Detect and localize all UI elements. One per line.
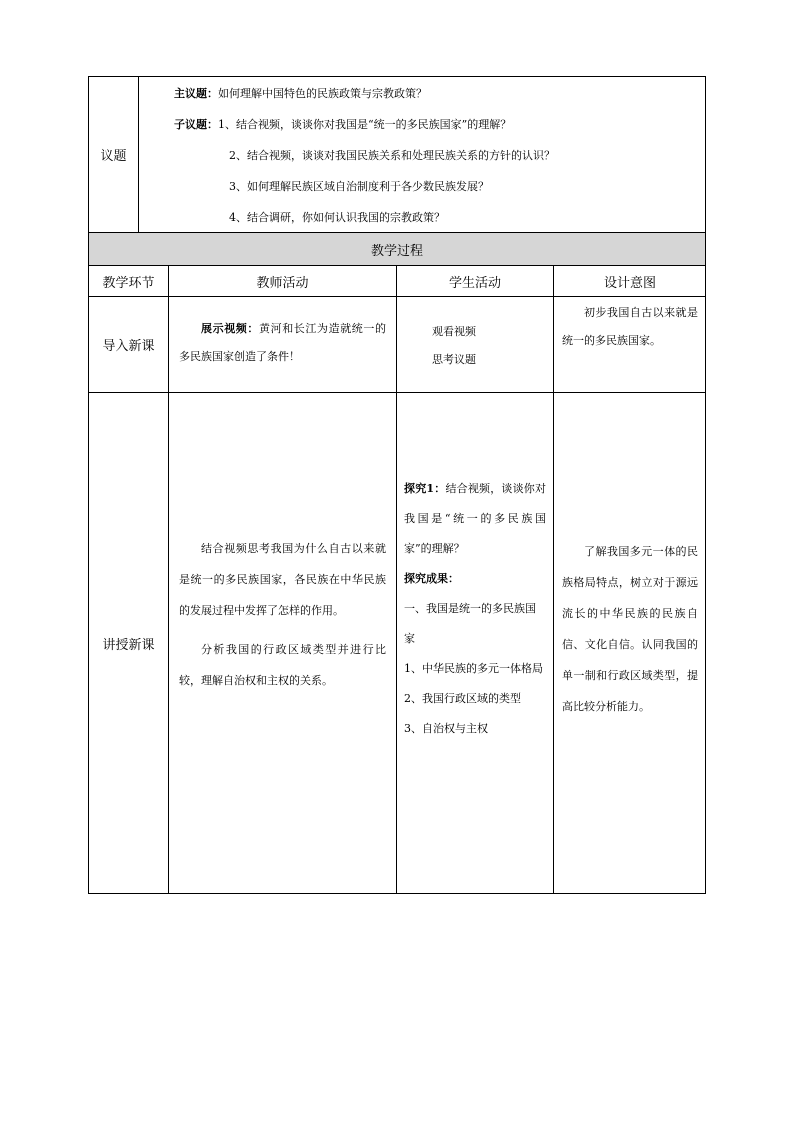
topic-table xyxy=(88,76,706,232)
student-activity-intro xyxy=(432,318,476,374)
explore-result-item: 1、中华民族的多元一体格局 xyxy=(404,662,543,675)
stage-label-new-lesson: 讲授新课 xyxy=(102,638,155,653)
explore-question xyxy=(404,474,546,564)
column-header-student: 学生活动 xyxy=(448,275,501,291)
teacher-paragraph: 分析我国的行政区域类型并进行比较，理解自治权和主权的关系。 xyxy=(179,643,386,687)
sub-topic-item: 2、结合视频，谈谈对我国民族关系和处理民族关系的方针的认识？ xyxy=(229,149,555,162)
design-intent-intro: 初步我国自古以来就是统一的多民族国家。 xyxy=(562,306,698,347)
student-activity-line: 思考议题 xyxy=(432,353,476,366)
student-activity-line: 观看视频 xyxy=(432,325,476,338)
topic-label: 议题 xyxy=(89,77,139,232)
student-activity-new-lesson xyxy=(397,474,553,744)
main-topic-text: 如何理解中国特色的民族政策与宗教政策？ xyxy=(218,87,427,100)
sub-topic-item: 4、结合调研，你如何认识我国的宗教政策？ xyxy=(229,211,445,224)
process-title: 教学过程 xyxy=(88,232,706,266)
sub-topic-item: 3、如何理解民族区域自治制度利于各少数民族发展？ xyxy=(229,180,489,193)
sub-topic-item: 1、结合视频，谈谈你对我国是“统一的多民族国家”的理解？ xyxy=(218,118,512,131)
teacher-activity-text: 黄河和长江为造就统一的多民族国家创造了条件！ xyxy=(179,322,386,363)
stage-label-intro: 导入新课 xyxy=(102,339,155,354)
explore-label: 探究1： xyxy=(404,482,446,495)
topic-content xyxy=(139,77,705,232)
row-divider xyxy=(89,392,705,393)
column-header-stage: 教学环节 xyxy=(102,275,155,291)
explore-result-item: 一、我国是统一的多民族国家 xyxy=(404,602,536,645)
explore-result-label: 探究成果： xyxy=(404,572,459,585)
teacher-activity-new-lesson xyxy=(169,533,396,696)
teacher-paragraph: 结合视频思考我国为什么自古以来就是统一的多民族国家，各民族在中华民族的发展过程中发挥了怎样的作用。 xyxy=(179,542,386,617)
main-topic-line xyxy=(174,85,427,101)
explore-result-item: 2、我国行政区域的类型 xyxy=(404,692,521,705)
column-header-intent: 设计意图 xyxy=(603,275,656,291)
column-header-teacher: 教师活动 xyxy=(256,275,309,291)
teacher-activity-intro xyxy=(169,315,396,371)
sub-topic-line-1 xyxy=(174,116,511,132)
row-divider xyxy=(89,296,705,297)
main-topic-prefix: 主议题： xyxy=(174,87,218,100)
explore-result-item: 3、自治权与主权 xyxy=(404,722,488,735)
design-intent-new-lesson: 了解我国多元一体的民族格局特点，树立对于源远流长的中华民族的民族自信、文化自信。认同我国的单一制和行政区域类型，提高比较分析能力。 xyxy=(562,545,698,713)
teacher-activity-bold: 展示视频： xyxy=(201,322,259,335)
sub-topic-prefix: 子议题： xyxy=(174,118,218,131)
process-table xyxy=(88,265,706,894)
explore-text: 结合视频，谈谈你对我国是“统一的多民族国家”的理解？ xyxy=(404,482,546,555)
